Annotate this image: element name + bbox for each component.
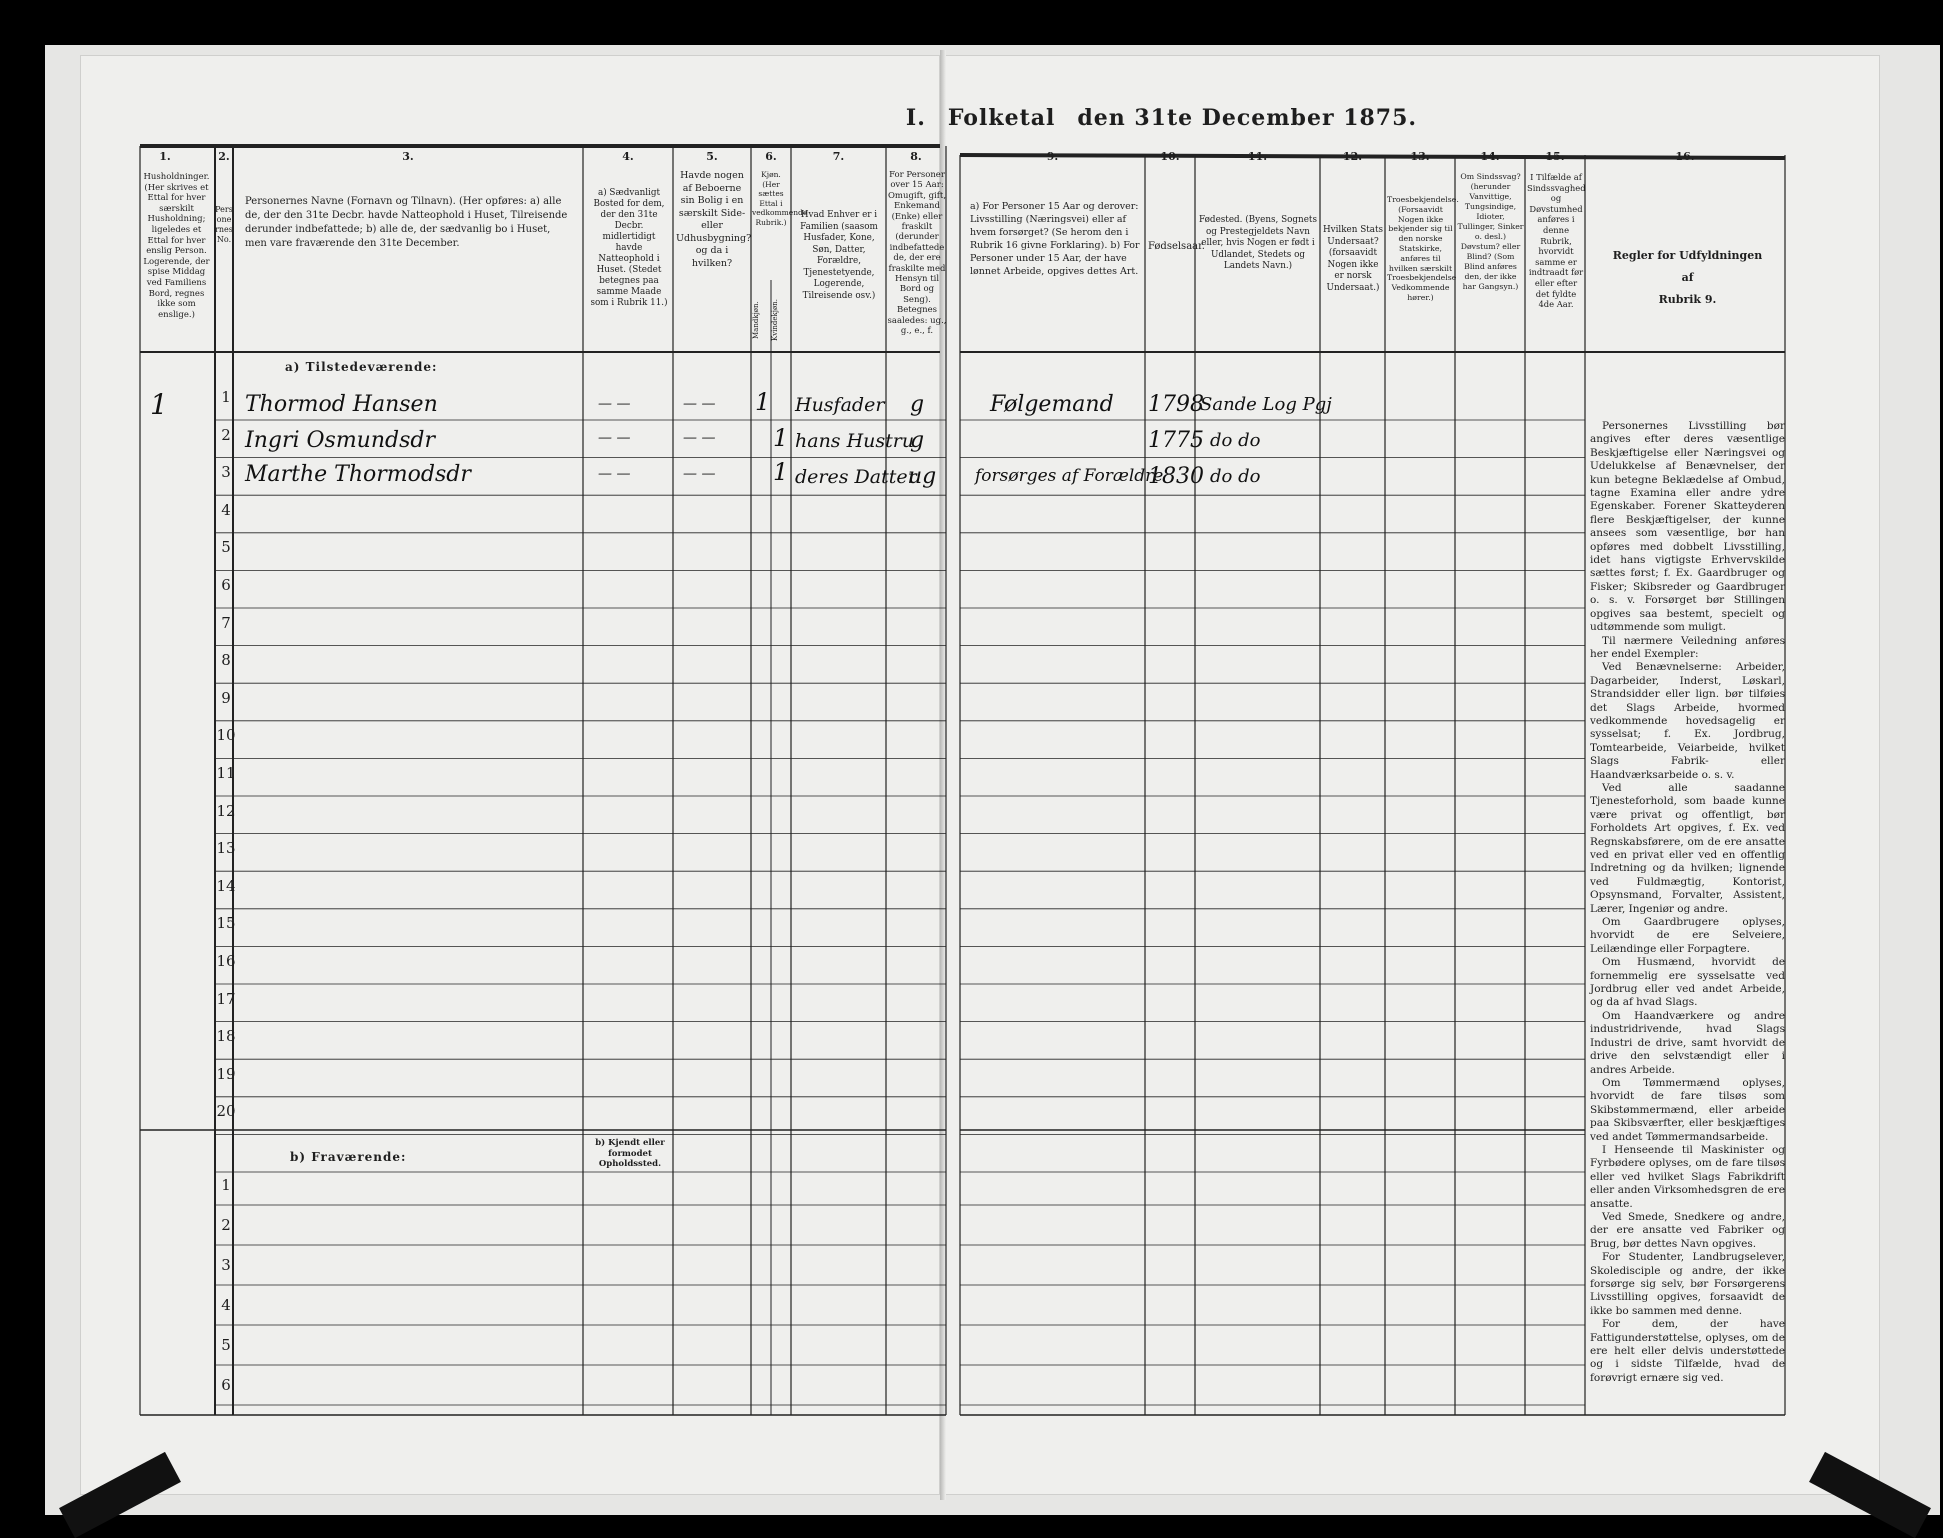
row-number: 7 bbox=[221, 613, 231, 632]
colnum-12: 12. bbox=[1342, 150, 1363, 163]
row-number: 5 bbox=[221, 1336, 231, 1354]
colnum-3: 3. bbox=[402, 150, 414, 163]
entry-1-marital: g bbox=[910, 392, 925, 417]
entry-2-outbuilding: — — bbox=[683, 430, 716, 446]
row-number: 6 bbox=[221, 576, 231, 594]
rules-paragraph: Til nærmere Veiledning anføres her endel Exempler: bbox=[1590, 634, 1785, 660]
entry-2-birthplace: do do bbox=[1210, 430, 1261, 451]
header-occupation: a) For Personer 15 Aar og derover: Livsstilling (Næringsvei) eller af hvem forsørget? (Se herom den i Rubrik 16 givne Forklaring). b) For Personer under 15 Aar, der have lønnet Arbeide, opgives dettes Art. bbox=[970, 201, 1140, 277]
entry-2-name: Ingri Osmundsdr bbox=[245, 428, 435, 453]
row-number: 9 bbox=[221, 688, 231, 707]
entry-1-residence: — — bbox=[598, 396, 631, 412]
colnum-5: 5. bbox=[706, 150, 718, 163]
colnum-8: 8. bbox=[910, 150, 922, 163]
row-number: 6 bbox=[221, 1376, 231, 1394]
entry-3-residence: — — bbox=[598, 466, 631, 482]
entry-3-female: 1 bbox=[773, 458, 789, 486]
colnum-11: 11. bbox=[1247, 150, 1268, 163]
rules-paragraph: For Studenter, Landbrugselever, Skoledisciple og andre, der ikke forsørge sig selv, bør Forsørgerens Livsstilling opgives, forsaavidt de ikke bo sammen med denne. bbox=[1590, 1251, 1785, 1317]
colnum-9: 9. bbox=[1046, 150, 1059, 163]
row-number: 13 bbox=[216, 839, 236, 858]
row-number: 15 bbox=[216, 914, 236, 933]
header-names: Personernes Navne (Fornavn og Tilnavn). (Her opføres: a) alle de, der den 31te Decbr. havde Natteophold i Huset, Tilreisende derunder indbefattede; b) alle de, der sædvanlig bo i Huset, men vare fraværende den 31te December. bbox=[245, 196, 568, 249]
section-absent: b) Fraværende: bbox=[290, 1150, 407, 1164]
header-sex: Kjøn. (Her sættes Ettal i vedkommende Rubrik.) bbox=[752, 170, 808, 227]
rules-paragraph: Om Gaardbrugere oplyses, hvorvidt de ere Selveiere, Leilændinge eller Forpagtere. bbox=[1590, 916, 1785, 955]
header-onset: I Tilfælde af Sindssvaghed og Døvstumhed anføres i denne Rubrik, hvorvidt samme er indtraadt før eller efter det fyldte 4de Aar. bbox=[1527, 172, 1586, 310]
rules-paragraph: Om Haandværkere og andre industridrivende, hvad Slags Industri de drive, samt hvorvidt de drive den selvstændigt eller i andres Arbeide. bbox=[1590, 1009, 1785, 1076]
row-number: 11 bbox=[216, 764, 236, 782]
entry-1-outbuilding: — — bbox=[683, 396, 716, 412]
entry-2-residence: — — bbox=[598, 430, 631, 446]
row-number: 17 bbox=[216, 989, 236, 1008]
row-number: 20 bbox=[216, 1102, 236, 1121]
header-birth-year: Fødselsaar. bbox=[1148, 241, 1205, 252]
row-number: 1 bbox=[221, 388, 231, 406]
header-person-no: Personernes No. bbox=[215, 205, 233, 244]
entry-1-household: 1 bbox=[150, 388, 168, 421]
entry-3-name: Marthe Thormodsdr bbox=[245, 462, 471, 487]
header-rules-of: af bbox=[1681, 271, 1694, 284]
header-outbuilding: Havde nogen af Beboerne sin Bolig i en særskilt Side- eller Udhusbygning? og da i hvilken? bbox=[676, 170, 752, 269]
entry-1-male: 1 bbox=[755, 388, 771, 416]
entry-2-female: 1 bbox=[773, 424, 789, 452]
colnum-14: 14. bbox=[1480, 150, 1500, 163]
section-absent-residence: b) Kjendt eller formodet Opholdssted. bbox=[595, 1138, 665, 1169]
rules-paragraph: Om Husmænd, hvorvidt de fornemmelig ere sysselsatte ved Jordbrug eller ved andet Arbeide, og da af hvad Slags. bbox=[1590, 956, 1785, 1009]
header-birthplace: Fødested. (Byens, Sognets og Prestegjeldets Navn eller, hvis Nogen er født i Udlandet, Stedets og Landets Navn.) bbox=[1199, 215, 1317, 271]
row-number: 3 bbox=[221, 1256, 231, 1274]
entry-1-born: 1798 bbox=[1148, 392, 1204, 417]
header-disability: Om Sindssvag? (herunder Vanvittige, Tungsindige, Idioter, Tullinger, Sinker o. desl.) Døvstum? eller Blind? (Som Blind anføres den, der ikke har Gangsyn.) bbox=[1457, 172, 1524, 291]
rules-paragraph: I Henseende til Maskinister og Fyrbødere oplyses, om de fare tilsøs eller ved hvilket Slags Fabrikdrift eller anden Virksomhedsgren de ere ansatte. bbox=[1590, 1143, 1785, 1210]
colnum-6: 6. bbox=[765, 150, 777, 163]
entry-2-born: 1775 bbox=[1148, 428, 1204, 453]
rules-paragraph: For dem, der have Fattigunderstøttelse, oplyses, om de ere helt eller delvis understøttede og i sidste Tilfælde, hvad de forøvrigt ernære sig ved. bbox=[1590, 1318, 1785, 1384]
row-number: 14 bbox=[216, 876, 236, 895]
entry-3-occupation: forsørges af Forældre bbox=[975, 466, 1164, 486]
header-usual-residence: a) Sædvanligt Bosted for dem, der den 31te Decbr. midlertidigt havde Natteophold i Huset. (Stedet betegnes paa samme Maade som i Rubrik 11.) bbox=[590, 188, 668, 308]
header-religion: Troesbekjendelse. (Forsaavidt Nogen ikke bekjender sig til den norske Statskirke, anføres til hvilken særskilt Troesbekjendelse Vedkommende hører.) bbox=[1387, 195, 1459, 302]
header-household: Husholdninger. (Her skrives et Ettal for hver særskilt Husholdning; ligeledes et Ettal for hver enslig Person. Logerende, der spise Middag ved Familiens Bord, regnes ikke som enslige.) bbox=[143, 172, 210, 320]
title-part-3: den 31te December 1875. bbox=[1077, 105, 1418, 131]
row-number: 5 bbox=[221, 538, 231, 557]
entry-3-family: deres Datter bbox=[795, 466, 917, 488]
header-male: Mandkjøn. bbox=[752, 301, 760, 339]
row-number: 2 bbox=[221, 1216, 231, 1234]
row-number: 4 bbox=[221, 1296, 231, 1314]
entry-1-name: Thormod Hansen bbox=[245, 392, 438, 417]
entry-1-family: Husfader bbox=[795, 394, 885, 416]
entry-3-outbuilding: — — bbox=[683, 466, 716, 482]
rules-paragraph: Ved alle saadanne Tjenesteforhold, som baade kunne være privat og offentligt, bør Forholdets Art opgives, f. Ex. ved Regnskabsførere, om de ere ansatte ved en privat eller ved en offentlig Indretning og da hvilken; lignende ved Fuldmægtig, Kontorist, Opsynsmand, Forvalter, Assistent, Lærer, Ingeniør og andre. bbox=[1590, 781, 1785, 915]
entry-3-born: 1830 bbox=[1148, 464, 1204, 489]
title-part-2: Folketal bbox=[947, 105, 1056, 131]
section-present: a) Tilstedeværende: bbox=[285, 360, 438, 374]
row-number: 1 bbox=[221, 1176, 231, 1194]
row-number: 2 bbox=[221, 425, 231, 444]
header-female: Kvindekjøn. bbox=[771, 299, 779, 341]
header-rules-title: Regler for Udfyldningen bbox=[1612, 249, 1763, 262]
header-rules-rubric: Rubrik 9. bbox=[1658, 293, 1717, 306]
rules-paragraph: Personernes Livsstilling bør angives efter deres væsentlige Beskjæftigelse eller Næringsvei og Udelukkelse af Benævnelser, der kun betegne Beklædelse af Ombud, tagne Examina eller andre ydre Egenskaber. Forener Skatteyderen flere Beskjæftigelser, der kunne ansees som væsentlige, bør han opføres med dobbelt Livsstilling, idet hans vigtigste Erhvervskilde sættes først; f. Ex. Gaardbruger og Fisker; Skibsreder og Gaardbruger o. s. v. Forsørget bør Stillingen opgives saa bestemt, specielt og udtømmende som muligt. bbox=[1590, 420, 1785, 634]
colnum-10: 10. bbox=[1160, 150, 1180, 163]
entry-1-occupation: Følgemand bbox=[990, 392, 1114, 417]
header-citizenship: Hvilken Stats Undersaat? (forsaavidt Nogen ikke er norsk Undersaat.) bbox=[1322, 225, 1384, 293]
entry-2-family: hans Hustru bbox=[795, 430, 915, 452]
rules-text bbox=[1590, 420, 1785, 1385]
entry-3-marital: ug bbox=[908, 464, 937, 489]
colnum-13: 13. bbox=[1410, 150, 1430, 163]
header-family-role: Hvad Enhver er i Familien (saasom Husfader, Kone, Søn, Datter, Forældre, Tjenestetyende, Logerende, Tilreisende osv.) bbox=[800, 210, 878, 301]
row-number: 8 bbox=[221, 651, 231, 670]
row-number: 19 bbox=[216, 1064, 236, 1083]
rules-paragraph: Ved Benævnelserne: Arbeider, Dagarbeider, Inderst, Løskarl, Strandsidder eller lign. bør tilføies det Slags Arbeide, hvormed vedkommende hovedsagelig er sysselsat; f. Ex. Jordbrug, Tomtearbeide, Veiarbeide, hvilket Slags Fabrik- eller Haandværksarbeide o. s. v. bbox=[1590, 661, 1785, 781]
row-number: 4 bbox=[221, 500, 231, 519]
row-number: 16 bbox=[216, 952, 236, 970]
colnum-15: 15. bbox=[1545, 150, 1565, 163]
header-marital: For Personer over 15 Aar: Omugift, gift, Enkemand (Enke) eller fraskilt (derunder indbefattede de, der ere fraskilte med Hensyn til Bord og Seng). Betegnes saaledes: ug., g., e., f. bbox=[887, 170, 947, 337]
colnum-2: 2. bbox=[218, 150, 230, 163]
entry-1-birthplace: Sande Log Pgj bbox=[1200, 394, 1332, 415]
rules-paragraph: Om Tømmermænd oplyses, hvorvidt de fare tilsøs som Skibstømmermænd, eller arbeide paa Skibsværfter, eller beskjæftiges ved andet Tømmermandsarbeide. bbox=[1590, 1076, 1785, 1143]
colnum-16: 16. bbox=[1675, 150, 1695, 163]
rules-paragraph: Ved Smede, Snedkere og andre, der ere ansatte ved Fabriker og Brug, bør dettes Navn opgives. bbox=[1590, 1210, 1785, 1250]
entry-2-marital: g bbox=[910, 428, 925, 453]
colnum-4: 4. bbox=[622, 150, 634, 163]
row-number: 3 bbox=[221, 463, 231, 482]
colnum-7: 7. bbox=[832, 150, 845, 163]
row-number: 10 bbox=[216, 726, 236, 745]
row-number: 18 bbox=[216, 1027, 236, 1046]
title-part-1: I. bbox=[905, 105, 926, 131]
entry-3-birthplace: do do bbox=[1210, 466, 1261, 487]
colnum-1: 1. bbox=[159, 150, 171, 163]
row-number: 12 bbox=[216, 801, 236, 820]
